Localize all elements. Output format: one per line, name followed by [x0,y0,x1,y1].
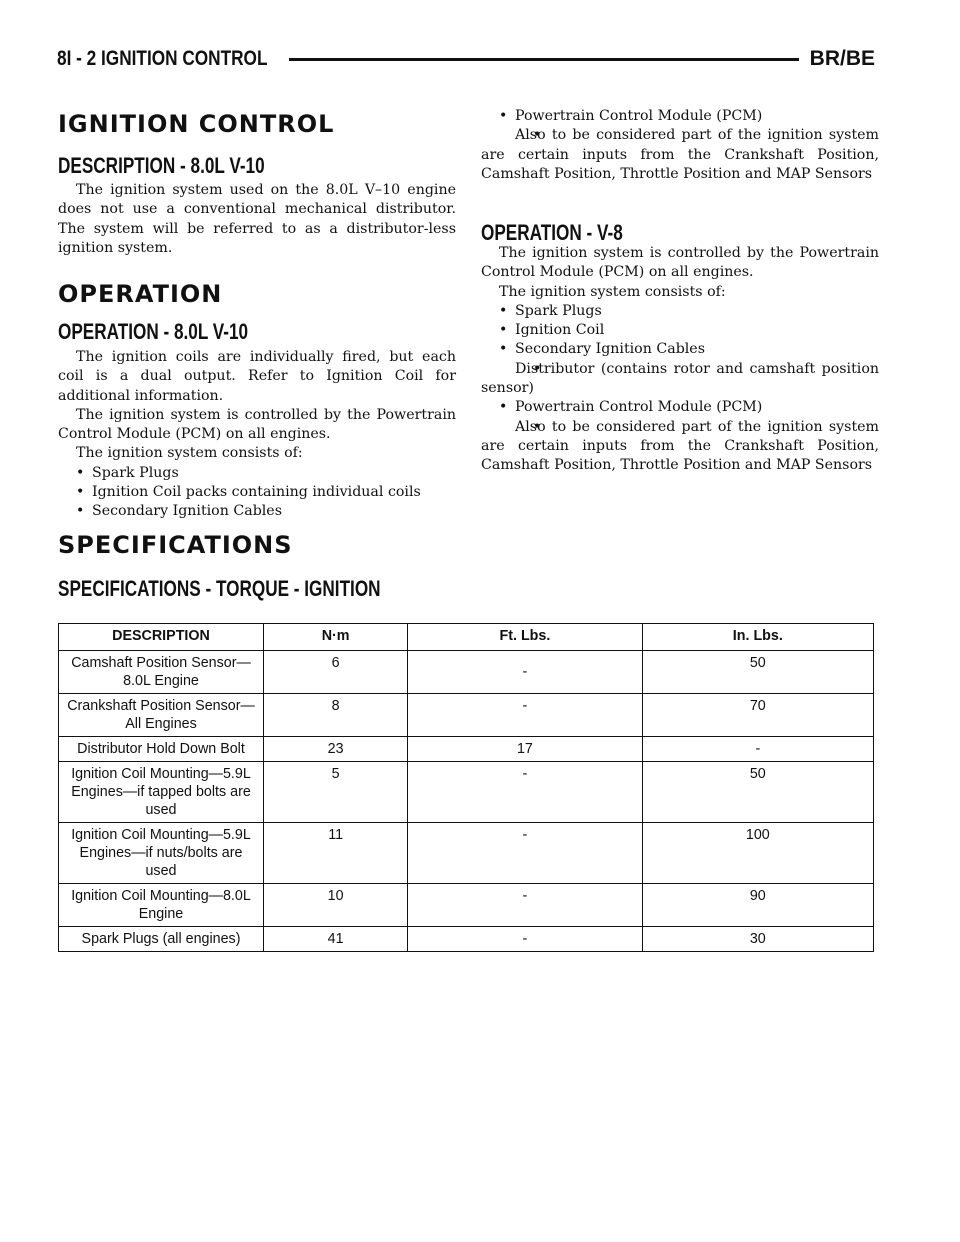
col-header-ft-lbs: Ft. Lbs. [408,624,642,651]
operation-title: OPERATION [58,280,223,308]
operation-8-0l-section [58,348,456,522]
operation-8-0l-list [58,464,456,522]
cell-nm: 10 [264,884,408,927]
list-item: • Secondary Ignition Cables [481,340,879,359]
cell-nm: 23 [264,737,408,762]
table-row [59,737,874,762]
description-text: The ignition system used on the 8.0L V–10 engine does not use a conventional mechanical distributor. The system will be referred to as a distributor-less ignition system. [58,182,456,256]
cell-in-lbs: 70 [642,694,873,737]
operation-v8-list [481,302,879,476]
cell-ft-lbs: - [408,823,642,884]
cell-in-lbs: 90 [642,884,873,927]
operation-8-0l-p2: The ignition system is controlled by the Powertrain Control Module (PCM) on all engines. [58,406,456,443]
table-header-row [59,624,874,651]
cell-ft-lbs: 17 [408,737,642,762]
table-row [59,762,874,823]
right-column-continued [481,107,879,184]
operation-8-0l-p1: The ignition coils are individually fired, but each coil is a dual output. Refer to Ignition Coil for additional information. [58,349,456,404]
page-label: 8I - 2 IGNITION CONTROL [57,47,268,70]
operation-v8-p2: The ignition system consists of: [499,283,726,300]
list-item: • Spark Plugs [481,302,879,321]
table-row [59,694,874,737]
cell-nm: 5 [264,762,408,823]
operation-8-0l-p3: The ignition system consists of: [76,445,303,462]
model-label: BR/BE [809,47,875,70]
list-item: • Secondary Ignition Cables [58,502,456,521]
list-item: • Also to be considered part of the ignition system are certain inputs from the Crankshaft Position, Camshaft Position, Throttle Position and MAP Sensors [481,126,879,184]
operation-v8-heading: OPERATION - V-8 [481,220,623,245]
table-row [59,884,874,927]
cell-in-lbs: 50 [642,651,873,694]
list-item: • Ignition Coil packs containing individual coils [58,483,456,502]
operation-v8-section [481,244,879,476]
cell-in-lbs: - [642,737,873,762]
cell-ft-lbs: - [408,651,642,694]
cell-description: Camshaft Position Sensor—8.0L Engine [59,651,264,694]
cell-in-lbs: 50 [642,762,873,823]
cell-description: Ignition Coil Mounting—8.0L Engine [59,884,264,927]
cell-nm: 11 [264,823,408,884]
list-item: • Powertrain Control Module (PCM) [481,107,879,126]
continued-list [481,107,879,184]
cell-description: Crankshaft Position Sensor—All Engines [59,694,264,737]
cell-description: Ignition Coil Mounting—5.9L Engines—if nuts/bolts are used [59,823,264,884]
cell-nm: 41 [264,927,408,952]
table-row [59,927,874,952]
specifications-title: SPECIFICATIONS [58,531,293,559]
cell-description: Distributor Hold Down Bolt [59,737,264,762]
operation-8-0l-heading: OPERATION - 8.0L V-10 [58,319,249,344]
header-rule [289,58,799,61]
list-item: • Also to be considered part of the ignition system are certain inputs from the Crankshaft Position, Camshaft Position, Throttle Position and MAP Sensors [481,418,879,476]
torque-spec-heading: SPECIFICATIONS - TORQUE - IGNITION [58,576,381,601]
cell-description: Spark Plugs (all engines) [59,927,264,952]
table-row [59,651,874,694]
col-header-description: DESCRIPTION [59,624,264,651]
list-item: • Powertrain Control Module (PCM) [481,398,879,417]
list-item: • Spark Plugs [58,464,456,483]
cell-nm: 8 [264,694,408,737]
cell-ft-lbs: - [408,927,642,952]
cell-ft-lbs: - [408,762,642,823]
operation-v8-p1: The ignition system is controlled by the Powertrain Control Module (PCM) on all engines. [481,245,879,281]
page-title: IGNITION CONTROL [58,110,335,138]
list-item: • Ignition Coil [481,321,879,340]
cell-in-lbs: 100 [642,823,873,884]
cell-ft-lbs: - [408,884,642,927]
torque-spec-table [58,623,874,952]
cell-description: Ignition Coil Mounting—5.9L Engines—if tapped bolts are used [59,762,264,823]
description-section [58,181,456,258]
list-item: • Distributor (contains rotor and camshaft position sensor) [481,360,879,399]
page-header [57,47,875,75]
description-heading: DESCRIPTION - 8.0L V-10 [58,153,265,178]
cell-nm: 6 [264,651,408,694]
cell-ft-lbs: - [408,694,642,737]
table-row [59,823,874,884]
col-header-in-lbs: In. Lbs. [642,624,873,651]
col-header-nm: N·m [264,624,408,651]
cell-in-lbs: 30 [642,927,873,952]
